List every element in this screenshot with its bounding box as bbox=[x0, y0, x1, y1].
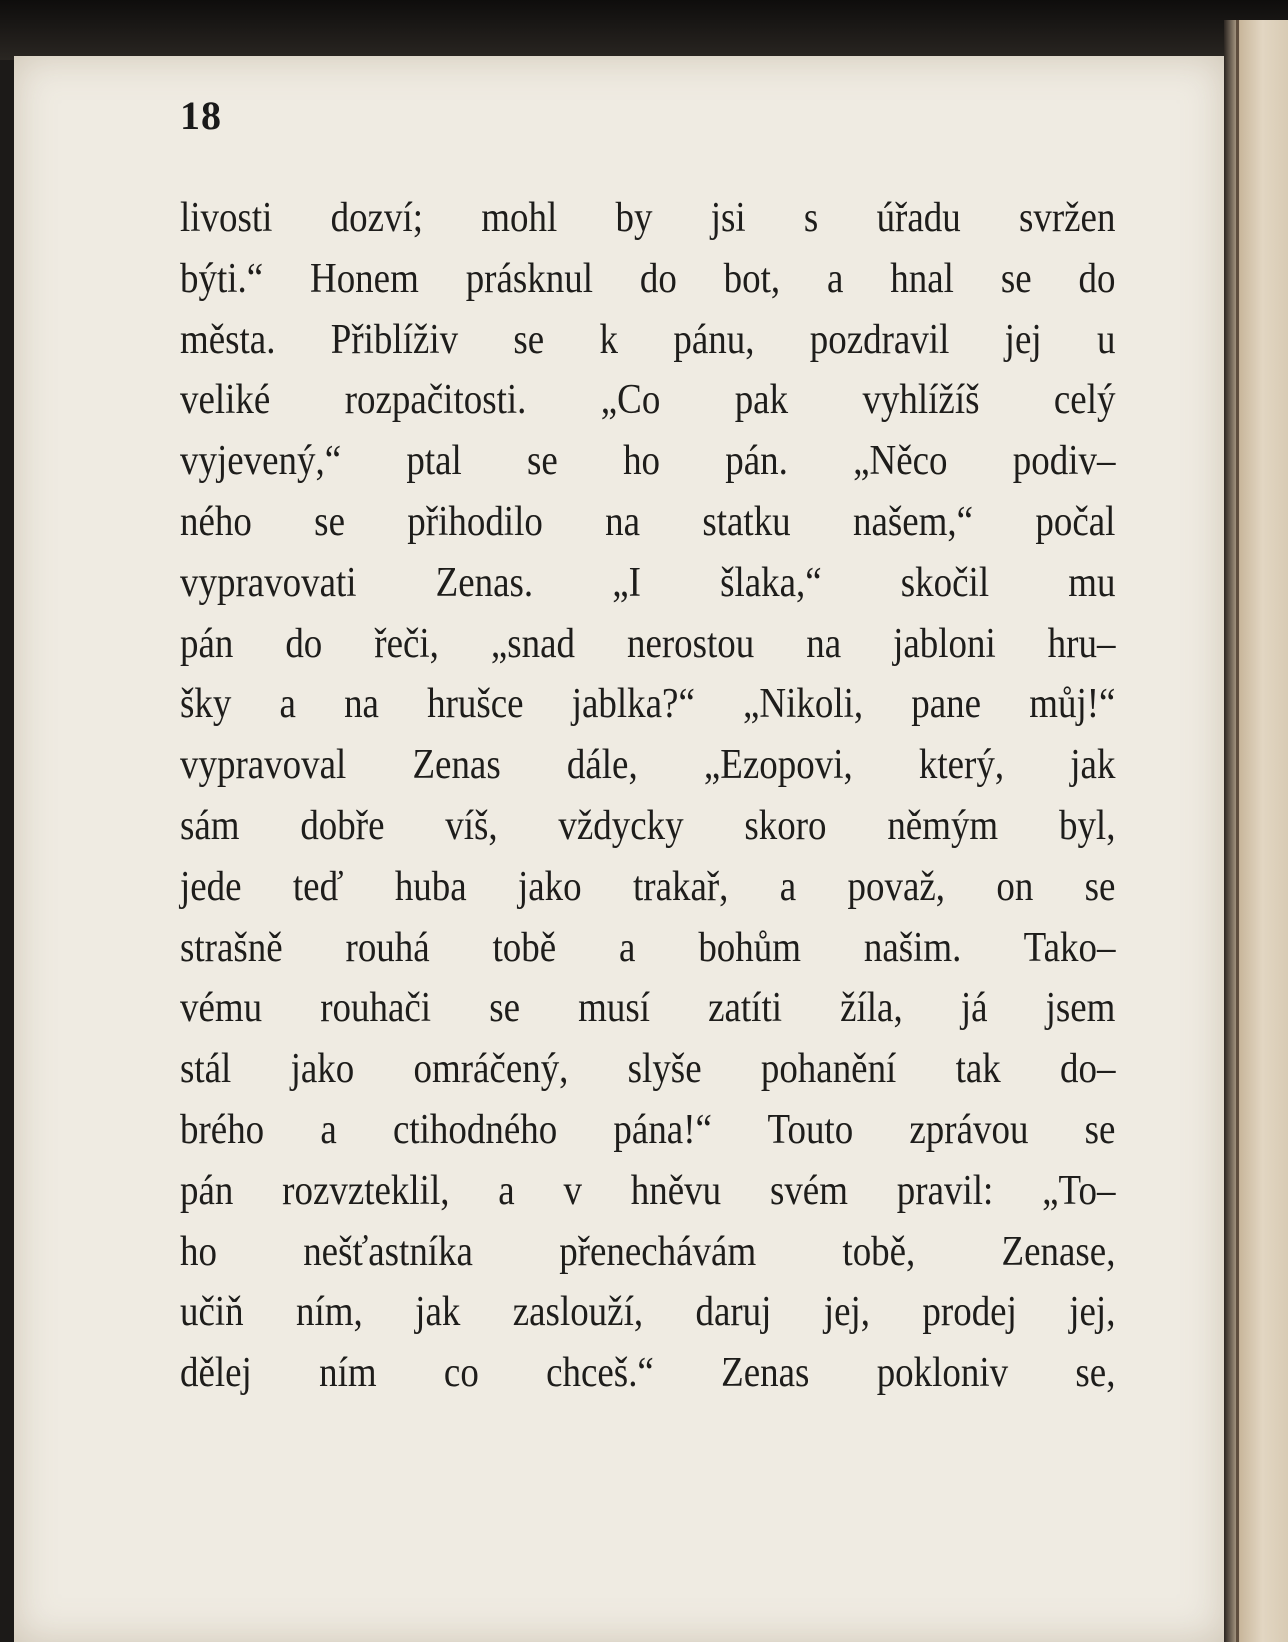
text-line: dělej ním co chceš.“ Zenas pokloniv se, bbox=[180, 1350, 1116, 1397]
next-page-edge bbox=[1224, 20, 1288, 1642]
text-line: učiň ním, jak zaslouží, daruj jej, prodej jej, bbox=[180, 1289, 1116, 1336]
text-line: pán rozvzteklil, a v hněvu svém pravil: „To– bbox=[180, 1167, 1116, 1214]
text-line: pán do řeči, „snad nerostou na jabloni hru– bbox=[180, 620, 1116, 667]
text-line: sám dobře víš, vždycky skoro němým byl, bbox=[180, 802, 1116, 849]
text-line: býti.“ Honem prásknul do bot, a hnal se do bbox=[180, 255, 1116, 302]
text-line: vypravovati Zenas. „I šlaka,“ skočil mu bbox=[180, 559, 1116, 606]
text-line: brého a ctihodného pána!“ Touto zprávou se bbox=[180, 1106, 1116, 1153]
body-text bbox=[180, 188, 1115, 1404]
text-line: města. Přiblíživ se k pánu, pozdravil jej u bbox=[180, 316, 1116, 363]
text-line: veliké rozpačitosti. „Co pak vyhlížíš celý bbox=[180, 377, 1116, 424]
text-line: jede teď huba jako trakař, a považ, on se bbox=[180, 863, 1116, 910]
text-line: ného se přihodilo na statku našem,“ počal bbox=[180, 498, 1116, 545]
text-line: šky a na hrušce jablka?“ „Nikoli, pane můj!“ bbox=[180, 681, 1116, 728]
text-line: vypravoval Zenas dále, „Ezopovi, který, jak bbox=[180, 742, 1116, 789]
scan-background bbox=[0, 0, 1288, 60]
text-line: strašně rouhá tobě a bohům našim. Tako– bbox=[180, 924, 1116, 971]
page-gutter bbox=[1236, 20, 1239, 1642]
text-line: stál jako omráčený, slyše pohanění tak do– bbox=[180, 1046, 1116, 1093]
text-line: ho nešťastníka přenechávám tobě, Zenase, bbox=[180, 1228, 1116, 1275]
page-number: 18 bbox=[180, 93, 222, 138]
text-line: livosti dozví; mohl by jsi s úřadu svržen bbox=[180, 195, 1116, 241]
text-line: vému rouhači se musí zatíti žíla, já jsem bbox=[180, 985, 1116, 1032]
text-line: vyjevený,“ ptal se ho pán. „Něco podiv– bbox=[180, 438, 1116, 485]
